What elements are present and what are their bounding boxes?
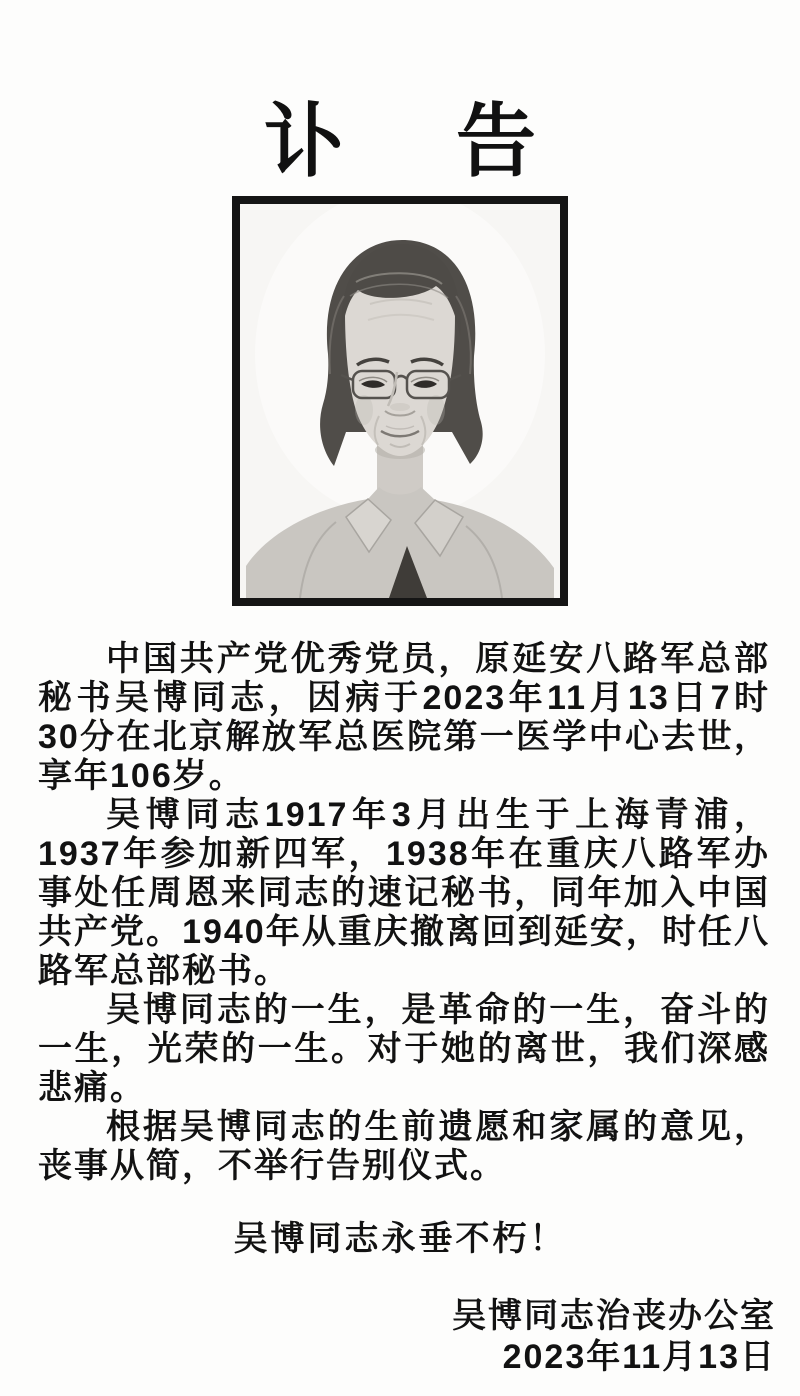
title-char-2: 告	[456, 97, 536, 186]
obituary-paragraph-3: 吴博同志的一生，是革命的一生，奋斗的一生，光荣的一生。对于她的离世，我们深感悲痛。	[38, 991, 770, 1107]
tribute-line: 吴博同志永垂不朽！	[233, 1220, 567, 1258]
signature-block	[0, 1296, 800, 1378]
portrait-frame	[232, 196, 568, 606]
obituary-paragraph-2: 吴博同志1917年3月出生于上海青浦，1937年参加新四军，1938年在重庆八路军办事处任周恩来同志的速记秘书，同年加入中国共产党。1940年从重庆撤离回到延安，时任八路军总部秘书。	[38, 796, 770, 990]
signature-date: 2023年11月13日	[502, 1338, 776, 1376]
title-char-1: 讣	[264, 97, 344, 186]
signature-office: 吴博同志治丧办公室	[452, 1297, 776, 1335]
obituary-paragraph-1: 中国共产党优秀党员，原延安八路军总部秘书吴博同志，因病于2023年11月13日7时30分在北京解放军总医院第一医学中心去世，享年106岁。	[38, 640, 770, 795]
obituary-body	[0, 640, 800, 1186]
obituary-paragraph-4: 根据吴博同志的生前遗愿和家属的意见，丧事从简，不举行告别仪式。	[38, 1108, 770, 1185]
portrait-photo	[240, 204, 560, 598]
page-title	[0, 0, 800, 186]
